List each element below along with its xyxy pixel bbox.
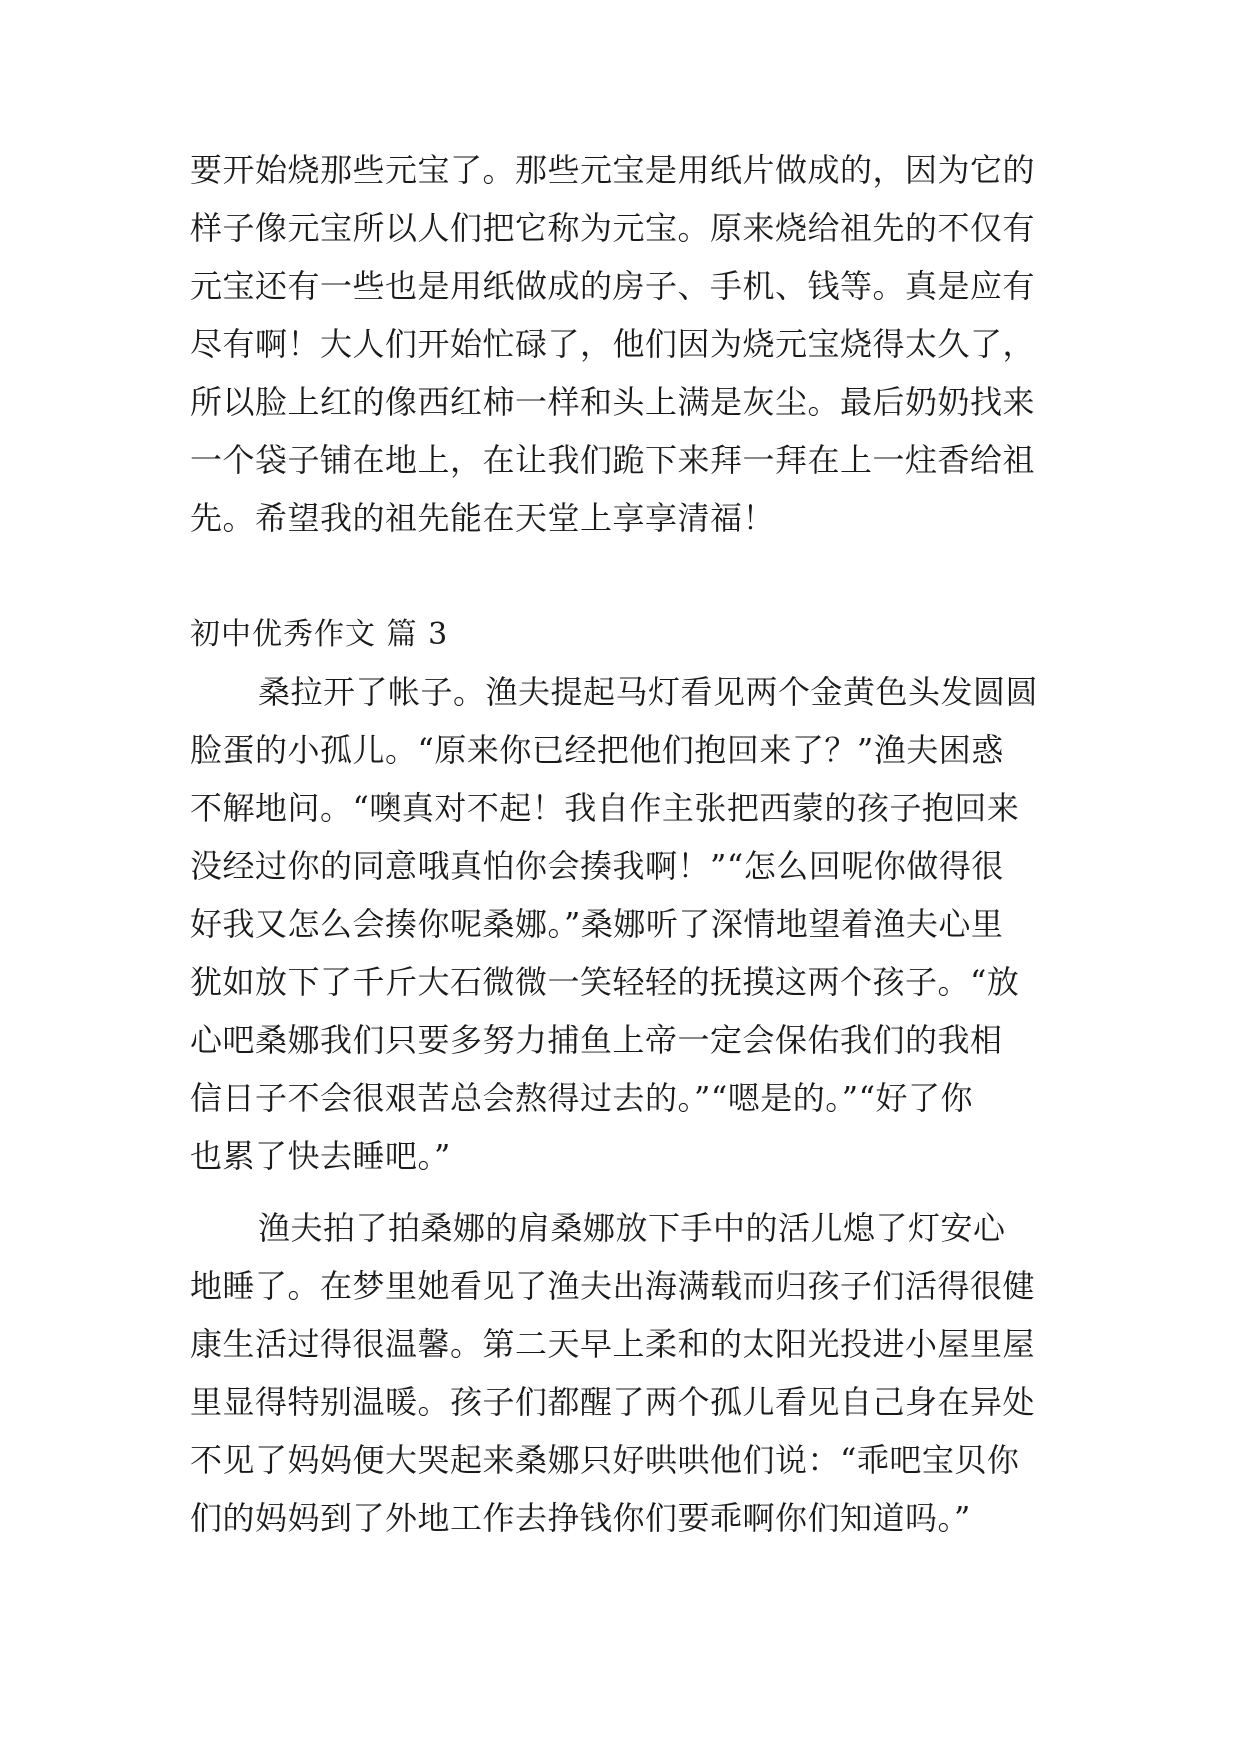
- text-line: 脸蛋的小孤儿。“原来你已经把他们抱回来了？”渔夫困惑: [190, 731, 1004, 769]
- text-line: 渔夫拍了拍桑娜的肩桑娜放下手中的活儿熄了灯安心: [258, 1209, 1006, 1247]
- text-line: 里显得特别温暖。孩子们都醒了两个孤儿看见自己身在异处: [190, 1383, 1036, 1421]
- section-heading: 初中优秀作文 篇 3: [190, 617, 449, 652]
- text-line: 一个袋子铺在地上，在让我们跪下来拜一拜在上一炷香给祖: [190, 441, 1036, 479]
- text-line: 好我又怎么会揍你呢桑娜。”桑娜听了深情地望着渔夫心里: [190, 905, 1004, 943]
- text-line: 信日子不会很艰苦总会熬得过去的。”“嗯是的。”“好了你: [190, 1079, 973, 1117]
- text-line: 地睡了。在梦里她看见了渔夫出海满载而归孩子们活得很健: [190, 1267, 1036, 1305]
- text-line: 元宝还有一些也是用纸做成的房子、手机、钱等。真是应有: [190, 267, 1036, 305]
- text-line: 所以脸上红的像西红柿一样和头上满是灰尘。最后奶奶找来: [190, 383, 1036, 421]
- text-line: 要开始烧那些元宝了。那些元宝是用纸片做成的，因为它的: [190, 151, 1036, 189]
- text-line: 康生活过得很温馨。第二天早上柔和的太阳光投进小屋里屋: [190, 1325, 1036, 1363]
- text-line: 不见了妈妈便大哭起来桑娜只好哄哄他们说：“乖吧宝贝你: [190, 1441, 1020, 1479]
- text-line: 犹如放下了千斤大石微微一笑轻轻的抚摸这两个孩子。“放: [190, 963, 1020, 1001]
- text-line: 们的妈妈到了外地工作去挣钱你们要乖啊你们知道吗。”: [190, 1499, 971, 1537]
- text-line: 不解地问。“噢真对不起！我自作主张把西蒙的孩子抱回来: [190, 789, 1020, 827]
- text-line: 没经过你的同意哦真怕你会揍我啊！”“怎么回呢你做得很: [190, 847, 1004, 885]
- text-line: 心吧桑娜我们只要多努力捕鱼上帝一定会保佑我们的我相: [190, 1021, 1003, 1059]
- text-line: 也累了快去睡吧。”: [190, 1137, 451, 1175]
- text-line: 桑拉开了帐子。渔夫提起马灯看见两个金黄色头发圆圆: [258, 673, 1039, 711]
- text-line: 先。希望我的祖先能在天堂上享享清福！: [190, 499, 776, 537]
- text-line: 样子像元宝所以人们把它称为元宝。原来烧给祖先的不仅有: [190, 209, 1036, 247]
- text-line: 尽有啊！大人们开始忙碌了，他们因为烧元宝烧得太久了，: [190, 325, 1036, 363]
